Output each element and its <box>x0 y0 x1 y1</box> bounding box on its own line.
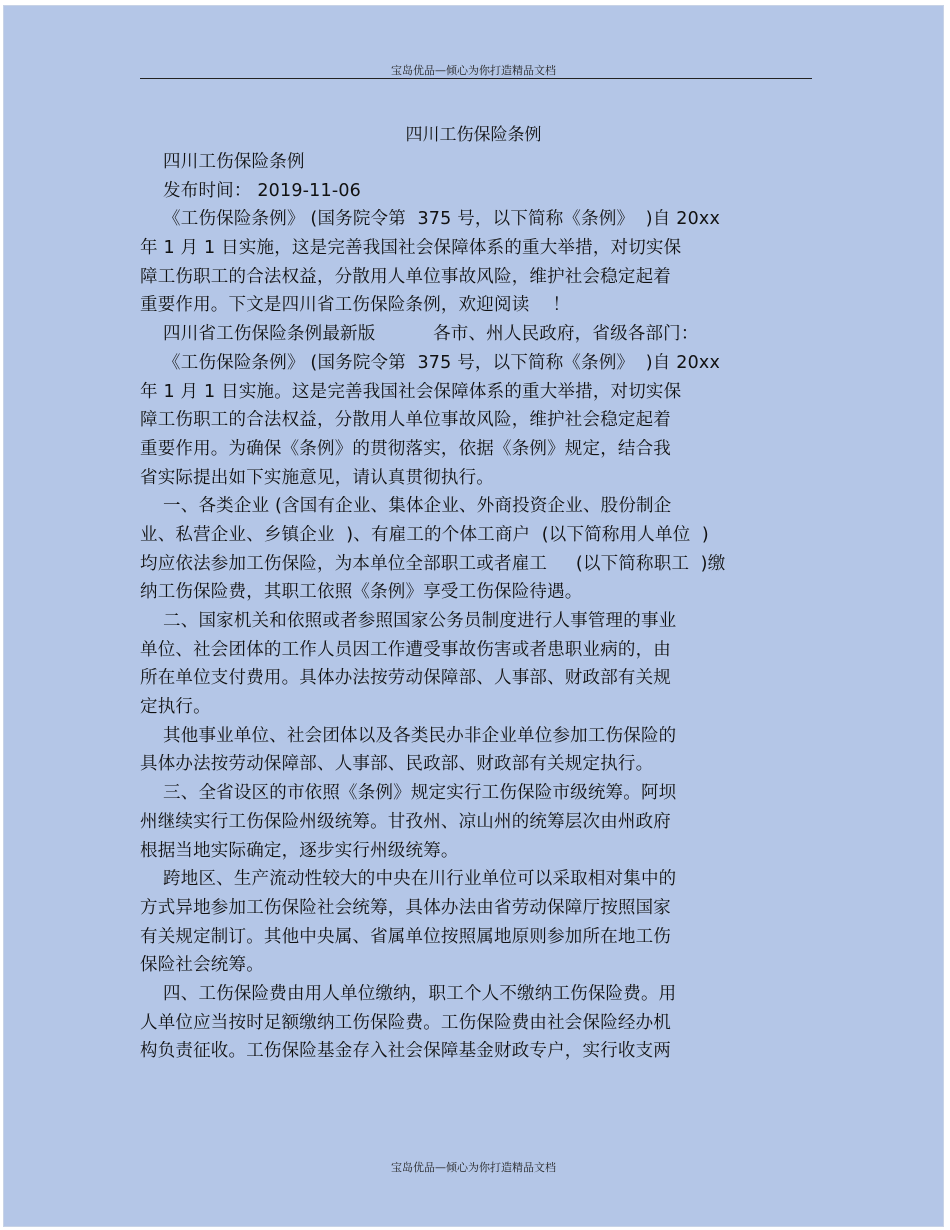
body-line: 一、各类企业 (含国有企业、集体企业、外商投资企业、股份制企 <box>140 496 672 517</box>
header-divider <box>140 78 812 79</box>
body-line: 发布时间： 2019-11-06 <box>140 180 362 201</box>
body-line: 均应依法参加工伤保险，为本单位全部职工或者雇工 (以下简称职工 )缴 <box>140 553 726 574</box>
body-line: 四川工伤保险条例 <box>140 152 305 172</box>
body-line: 重要作用。为确保《条例》的贯彻落实，依据《条例》规定，结合我 <box>140 438 671 459</box>
body-line: 根据当地实际确定，逐步实行州级统筹。 <box>140 840 459 861</box>
body-line: 省实际提出如下实施意见，请认真贯彻执行。 <box>140 467 494 488</box>
body-line: 有关规定制订。其他中央属、省属单位按照属地原则参加所在地工伤 <box>140 926 671 947</box>
body-line: 跨地区、生产流动性较大的中央在川行业单位可以采取相对集中的 <box>140 869 677 890</box>
body-line: 方式异地参加工伤保险社会统筹，具体办法由省劳动保障厅按照国家 <box>140 897 671 918</box>
body-line: 构负责征收。工伤保险基金存入社会保障基金财政专户，实行收支两 <box>140 1041 671 1062</box>
body-line: 重要作用。下文是四川省工伤保险条例，欢迎阅读 ！ <box>140 295 571 316</box>
page-header: 宝岛优品—倾心为你打造精品文档 <box>391 64 556 77</box>
document-body <box>140 148 820 1066</box>
body-line: 四川省工伤保险条例最新版 各市、州人民政府，省级各部门： <box>140 324 699 345</box>
body-line: 障工伤职工的合法权益，分散用人单位事故风险，维护社会稳定起着 <box>140 266 671 287</box>
page-footer: 宝岛优品—倾心为你打造精品文档 <box>391 1161 556 1174</box>
body-line: 年 1 月 1 日实施。这是完善我国社会保障体系的重大举措，对切实保 <box>140 381 682 402</box>
body-line: 单位、社会团体的工作人员因工作遭受事故伤害或者患职业病的，由 <box>140 639 671 660</box>
body-line: 州继续实行工伤保险州级统筹。甘孜州、凉山州的统筹层次由州政府 <box>140 811 671 832</box>
document-title: 四川工伤保险条例 <box>405 125 542 145</box>
body-line: 二、国家机关和依照或者参照国家公务员制度进行人事管理的事业 <box>140 611 677 631</box>
body-line: 所在单位支付费用。具体办法按劳动保障部、人事部、财政部有关规 <box>140 668 671 689</box>
body-line: 定执行。 <box>140 697 211 718</box>
body-line: 具体办法按劳动保障部、人事部、民政部、财政部有关规定执行。 <box>140 754 654 775</box>
body-line: 业、私营企业、乡镇企业 )、有雇工的个体工商户 (以下简称用人单位 ) <box>140 524 709 545</box>
body-line: 障工伤职工的合法权益，分散用人单位事故风险，维护社会稳定起着 <box>140 410 671 431</box>
body-line: 纳工伤保险费，其职工依照《条例》享受工伤保险待遇。 <box>140 582 583 603</box>
body-line: 保险社会统筹。 <box>140 955 264 976</box>
body-line: 《工伤保险条例》 (国务院令第 375 号，以下简称《条例》 )自 20xx <box>140 352 721 373</box>
body-line: 年 1 月 1 日实施，这是完善我国社会保障体系的重大举措，对切实保 <box>140 238 682 259</box>
body-line: 《工伤保险条例》 (国务院令第 375 号，以下简称《条例》 )自 20xx <box>140 209 721 230</box>
body-line: 四、工伤保险费由用人单位缴纳，职工个人不缴纳工伤保险费。用 <box>140 983 677 1004</box>
document-page <box>3 5 944 1227</box>
body-line: 三、全省设区的市依照《条例》规定实行工伤保险市级统筹。阿坝 <box>140 783 677 804</box>
body-line: 人单位应当按时足额缴纳工伤保险费。工伤保险费由社会保险经办机 <box>140 1012 671 1033</box>
body-line: 其他事业单位、社会团体以及各类民办非企业单位参加工伤保险的 <box>140 725 677 746</box>
